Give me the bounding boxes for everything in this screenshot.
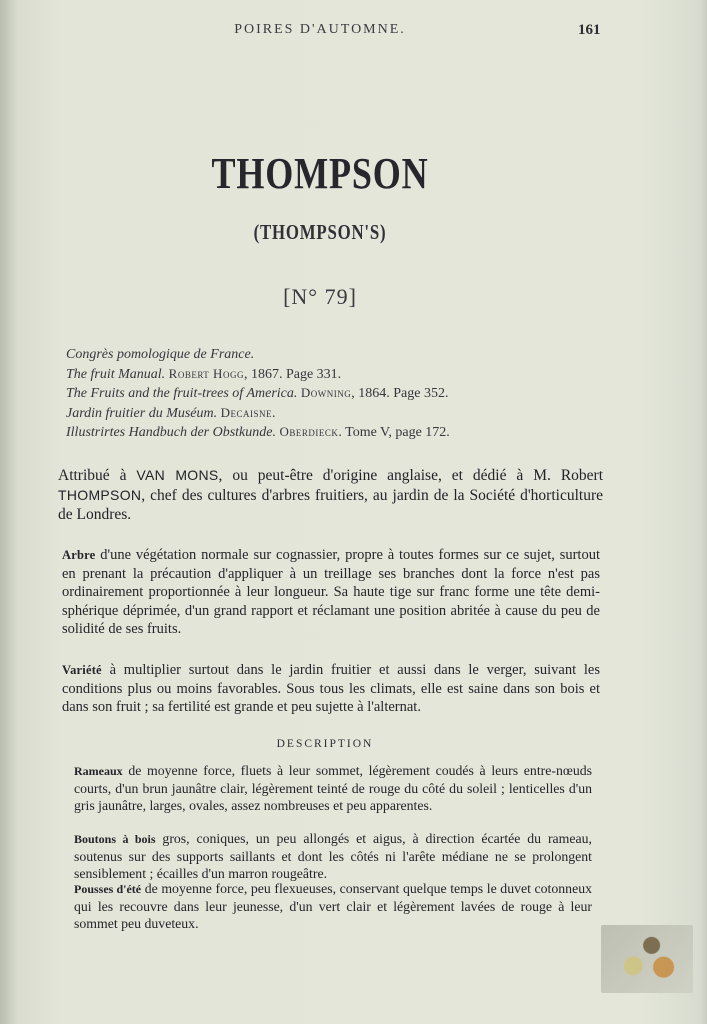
description-pousses — [74, 880, 592, 932]
entry-title: THOMPSON — [211, 149, 429, 198]
reference-details: , 1867. Page 331. — [243, 366, 342, 382]
intro-paragraph — [58, 466, 603, 525]
reference-author: Decaisne — [220, 404, 273, 420]
entry-subtitle: (THOMPSON'S) — [253, 220, 387, 244]
photo-thumbnail — [601, 925, 693, 993]
reference-details: . Tome V, page 172. — [338, 425, 450, 440]
page-number: 161 — [578, 22, 601, 38]
paragraph-text: à multiplier surtout dans le jardin fruitier et aussi dans le verger, suivant les conditions plus ou moins favorables. Sous tous les climats, elle est saine dans son bois et dans son fruit ; sa fertilité est grande et peu sujette à l'alternat. — [62, 662, 600, 716]
reference-item — [66, 423, 626, 443]
running-head: POIRES D'AUTOMNE. — [234, 22, 406, 37]
intro-text: , chef des cultures d'arbres fruitiers, au jardin de la Société d'horticulture de Londres. — [58, 486, 603, 523]
reference-author: Downing — [300, 385, 352, 400]
reference-item — [66, 404, 626, 424]
description-lead: Pousses d'été — [74, 882, 142, 896]
description-lead: Rameaux — [74, 764, 123, 778]
references-list — [66, 346, 626, 443]
paragraph-text: d'une végétation normale sur cognassier, propre à toutes formes sur ce sujet, surtout en prenant la précaution d'appliquer à un treillage ses branches dont la force n'est pas ordinairement proportionnée à leur longueur. Sa haute tige sur franc forme une tête demi-sphérique déprimée, d'un grand rapport et réclamant une position abritée à cause du peu de solidité de ses fruits. — [62, 547, 600, 638]
paragraph-lead: Variété — [62, 663, 102, 677]
entry-number: [N° 79] — [283, 284, 357, 309]
description-rameaux — [74, 762, 592, 814]
description-text: de moyenne force, peu flexueuses, conservant quelque temps le duvet cotonneux qui les recouvre dans leur jeunesse, d'un vert clair et légèrement lavées de rouge à leur sommet peu duveteux. — [74, 881, 592, 931]
description-text: gros, coniques, un peu allongés et aigus, à direction écartée du rameau, soutenus sur des supports saillants et dont les côtés ni l'arête médiane ne se prolongent sensiblement ; écailles d'un marron rougeâtre. — [74, 831, 592, 881]
paragraph-variete — [62, 661, 600, 717]
intro-text: Attribué à — [58, 467, 137, 484]
reference-item — [66, 346, 626, 365]
description-text: de moyenne force, fluets à leur sommet, légèrement coudés à leurs entre-nœuds courts, d'un brun jaunâtre clair, légèrement teinté de rouge du côté du soleil ; lenticelles d'un gris jaunâtre, larges, ovales, assez nombreuses et peu apparentes. — [74, 763, 592, 813]
intro-name-van-mons: VAN MONS — [136, 467, 219, 483]
intro-text: , ou peut-être d'origine anglaise, et dédié à M. Robert — [218, 467, 603, 484]
description-boutons — [74, 830, 592, 882]
reference-work: The Fruits and the fruit-trees of America. — [66, 386, 298, 401]
description-lead: Boutons à bois — [74, 832, 156, 846]
reference-author: Robert Hogg — [168, 365, 244, 381]
paragraph-arbre — [62, 546, 600, 639]
reference-work: Congrès pomologique de France. — [66, 347, 255, 362]
reference-item — [66, 365, 626, 385]
reference-details: , 1864. Page 352. — [351, 386, 449, 401]
reference-item — [66, 384, 626, 404]
paragraph-lead: Arbre — [62, 548, 96, 562]
reference-work: Illustrirtes Handbuch der Obstkunde. — [66, 425, 276, 440]
reference-work: The fruit Manual. — [66, 366, 166, 382]
reference-work: Jardin fruitier du Muséum. — [66, 405, 218, 421]
reference-details: . — [272, 405, 276, 421]
description-heading: DESCRIPTION — [276, 738, 374, 750]
intro-name-thompson: THOMPSON — [58, 486, 142, 503]
reference-author: Oberdieck — [279, 424, 339, 439]
